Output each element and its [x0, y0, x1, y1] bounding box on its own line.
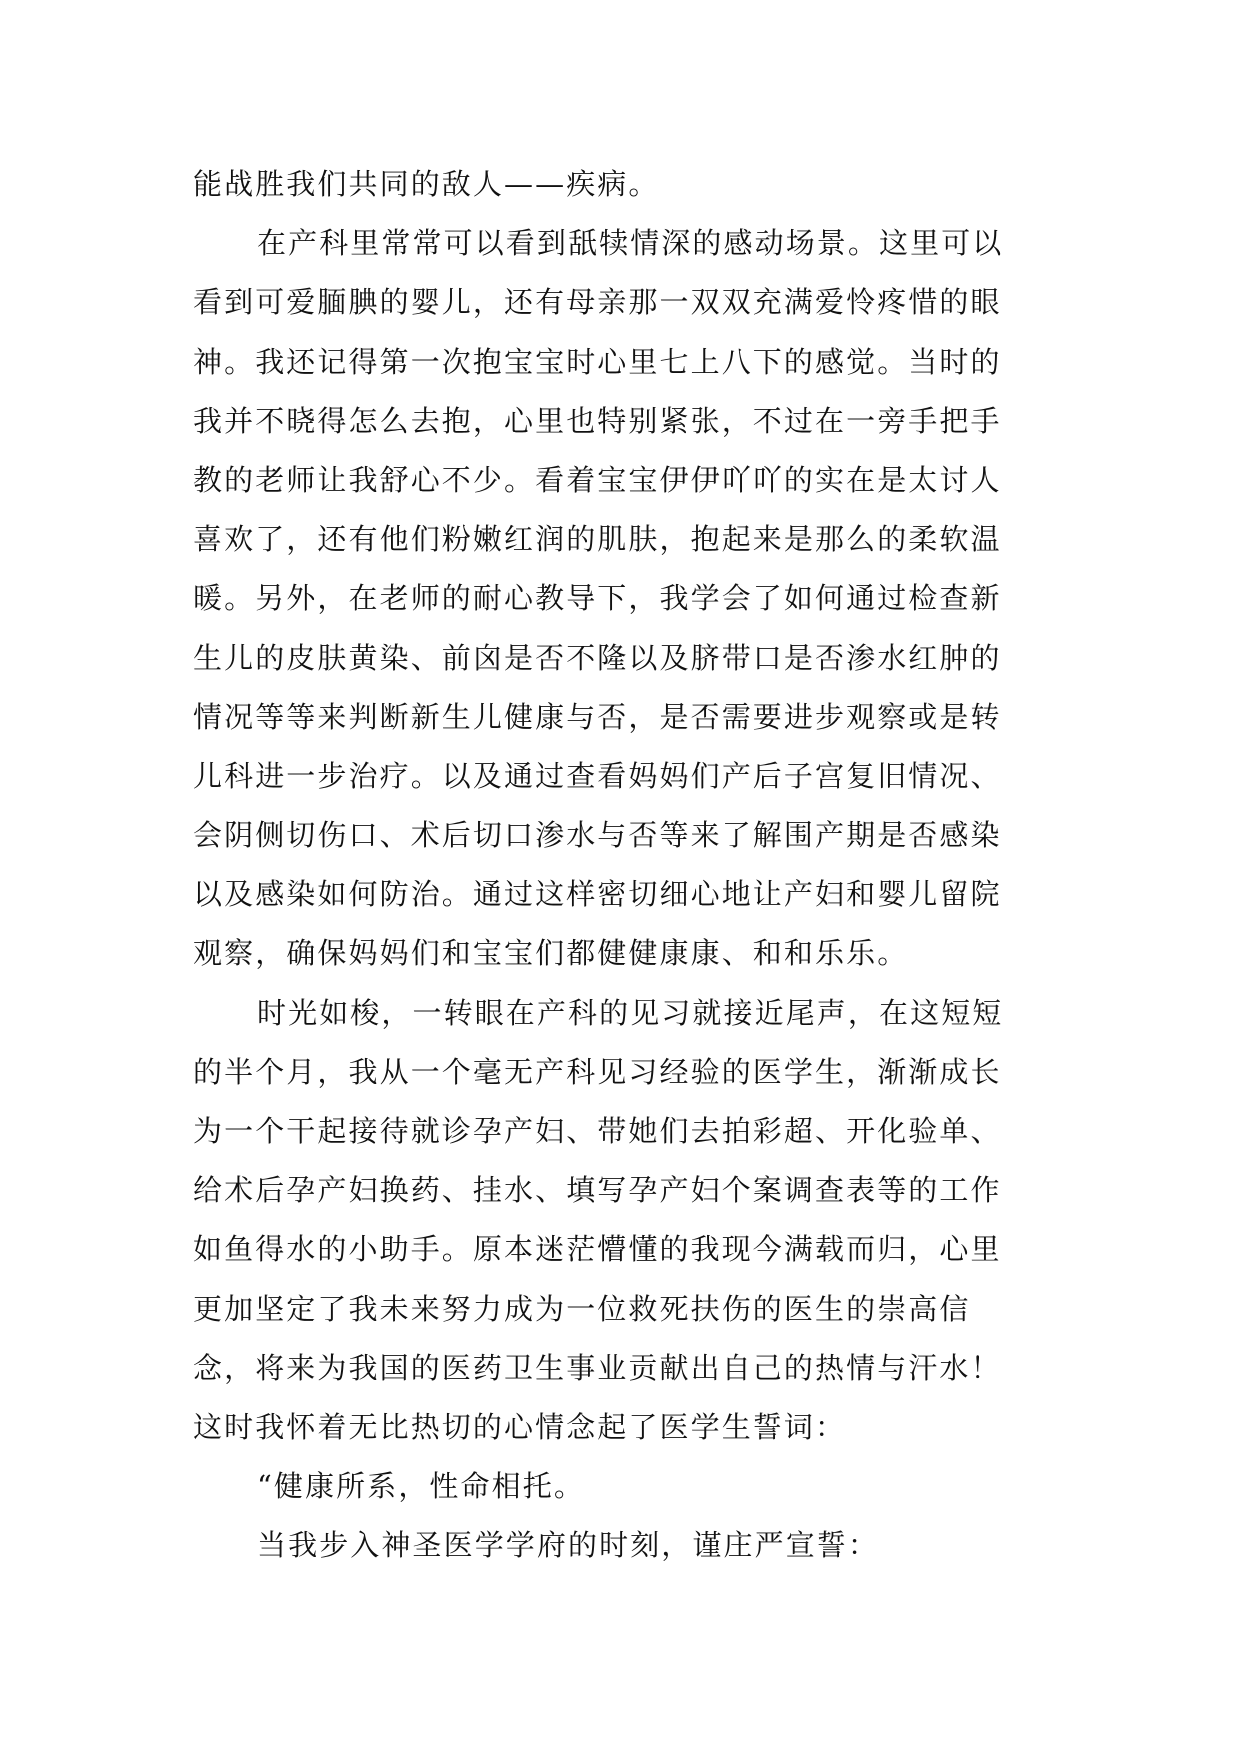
text-line: 会阴侧切伤口、术后切口渗水与否等来了解围产期是否感染	[193, 818, 1002, 853]
body-text	[193, 155, 1063, 1576]
text-line: 我并不晓得怎么去抱，心里也特别紧张，不过在一旁手把手	[193, 403, 1002, 438]
text-line: 这时我怀着无比热切的心情念起了医学生誓词：	[193, 1409, 847, 1444]
text-line: 以及感染如何防治。通过这样密切细心地让产妇和婴儿留院	[193, 877, 1002, 912]
text-line: 暖。另外，在老师的耐心教导下，我学会了如何通过检查新	[193, 581, 1002, 616]
text-line: 能战胜我们共同的敌人——疾病。	[193, 167, 660, 201]
text-line: 儿科进一步治疗。以及通过查看妈妈们产后子宫复旧情况、	[193, 758, 1002, 793]
text-line: 情况等等来判断新生儿健康与否，是否需要进步观察或是转	[193, 699, 1002, 734]
text-line: 给术后孕产妇换药、挂水、填写孕产妇个案调查表等的工作	[193, 1173, 1002, 1208]
text-line: 时光如梭，一转眼在产科的见习就接近尾声，在这短短	[257, 995, 1004, 1030]
text-line: 神。我还记得第一次抱宝宝时心里七上八下的感觉。当时的	[193, 344, 1002, 379]
text-line: 念，将来为我国的医药卫生事业贡献出自己的热情与汗水！	[193, 1350, 1002, 1385]
text-line: 为一个干起接待就诊孕产妇、带她们去拍彩超、开化验单、	[193, 1114, 1002, 1148]
text-line: 喜欢了，还有他们粉嫩红润的肌肤，抱起来是那么的柔软温	[193, 522, 1002, 557]
text-line: 观察，确保妈妈们和宝宝们都健健康康、和和乐乐。	[193, 936, 909, 971]
text-line: 看到可爱腼腆的婴儿，还有母亲那一双双充满爱怜疼惜的眼	[193, 285, 1002, 320]
text-line: 更加坚定了我未来努力成为一位救死扶伤的医生的崇高信	[193, 1291, 971, 1326]
text-line: 当我步入神圣医学学府的时刻，谨庄严宣誓：	[257, 1528, 880, 1563]
text-line: 的半个月，我从一个毫无产科见习经验的医学生，渐渐成长	[193, 1054, 1002, 1089]
text-line: 生儿的皮肤黄染、前囟是否不隆以及脐带口是否渗水红肿的	[193, 640, 1002, 675]
text-line: 如鱼得水的小助手。原本迷茫懵懂的我现今满载而归，心里	[193, 1232, 1002, 1267]
text-line: “健康所系，性命相托。	[257, 1469, 585, 1504]
text-line: 教的老师让我舒心不少。看着宝宝伊伊吖吖的实在是太讨人	[193, 462, 1002, 497]
text-line: 在产科里常常可以看到舐犊情深的感动场景。这里可以	[257, 226, 1004, 261]
